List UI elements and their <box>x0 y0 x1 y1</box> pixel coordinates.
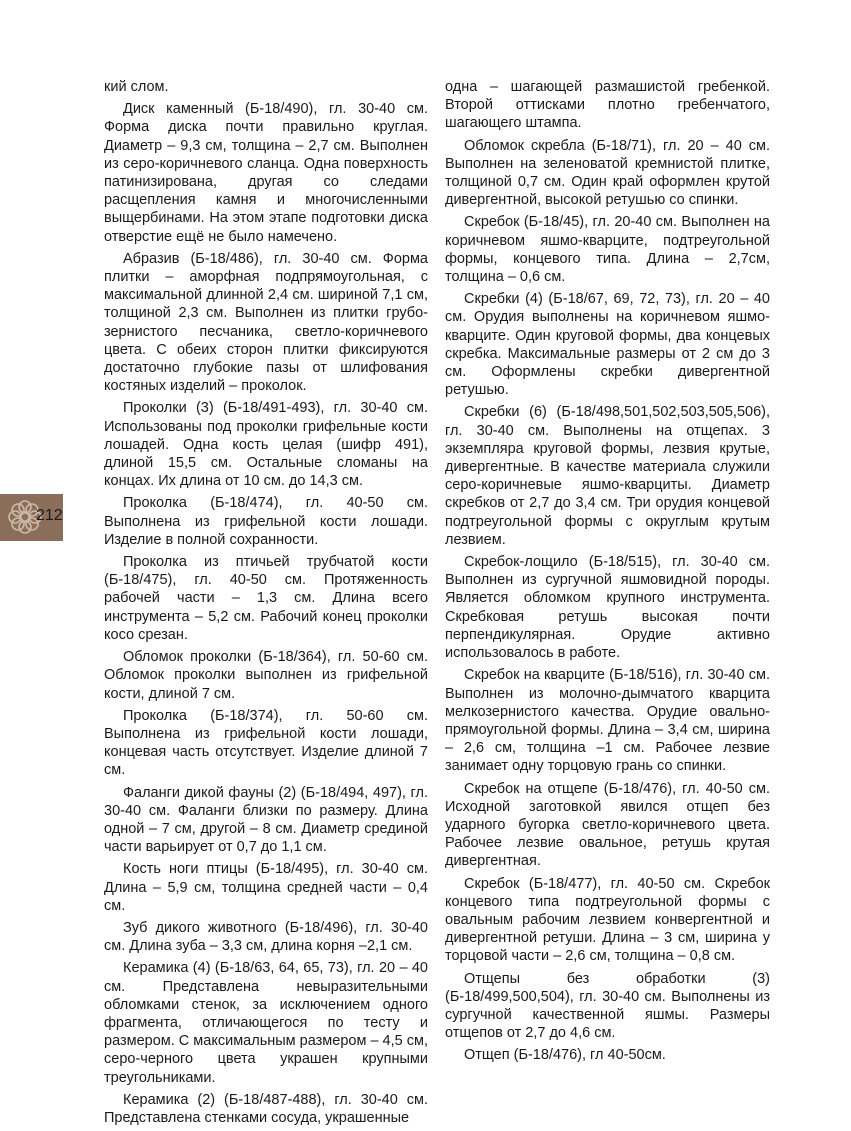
left-text-column <box>104 78 428 1131</box>
paragraph: Скребок (Б-18/45), гл. 20-40 см. Выполнен на коричневом яшмо-кварците, подтреугольной формы, концевого типа. Длина – 2,7см, толщина – 0,6 см. <box>445 214 770 286</box>
paragraph: Зуб дикого животного (Б-18/496), гл. 30-40 см. Длина зуба – 3,3 см, длина корня –2,1 см. <box>104 919 428 955</box>
paragraph: Проколка (Б-18/374), гл. 50-60 см. Выполнена из грифельной кости лошади, концевая часть отсутствует. Изделие длиной 7 см. <box>104 707 428 779</box>
paragraph: Проколки (3) (Б-18/491-493), гл. 30-40 см. Использованы под проколки грифельные кости лошадей. Одна кость целая (шифр 491), длиной 15,5 см. Остальные сломаны на концах. Их длина от 10 см. до 14,3 см. <box>104 400 428 490</box>
paragraph: Отщеп (Б-18/476), гл 40-50см. <box>464 1047 666 1064</box>
paragraph: Скребок на отщепе (Б-18/476), гл. 40-50 см. Исходной заготовкой явился отщеп без ударного бугорка светло-коричневого цвета. Рабочее лезвие овальное, ретушь крутая дивергентная. <box>445 780 770 870</box>
paragraph: Абразив (Б-18/486), гл. 30-40 см. Форма плитки – аморфная подпрямоугольная, с максимальной длинной 2,4 см. шириной 7,1 см, толщиной 2,3 см. Выполнен из плитки грубо-зернистого песчаника, светло-коричневого цвета. С обеих сторон плитки фиксируются достаточно глубокие пазы от шлифования костяных изделий – проколок. <box>104 250 428 395</box>
paragraph: Проколка из птичьей трубчатой кости (Б-18/475), гл. 40-50 см. Протяженность рабочей части – 1,3 см. Длина всего инструмента – 5,2 см. Рабочий конец проколки косо срезан. <box>104 554 428 643</box>
paragraph: Керамика (4) (Б-18/63, 64, 65, 73), гл. 20 – 40 см. Представлена невыразительными обломками стенок, за исключением одного фрагмента, отличающегося по тесту и размером. С максимальным размером – 4,5 см, серо-черного цвета украшен крупными треугольниками. <box>104 960 428 1086</box>
page-number-tab <box>0 494 63 541</box>
paragraph: Скребок на кварците (Б-18/516), гл. 30-40 см. Выполнен из молочно-дымчатого кварцита мелкозернистого качества. Орудие овально-прямоугольной формы. Длина – 3,4 см, ширина – 2,6 см, толщина –1 см. Рабочее лезвие занимает одну торцовую грань со спинки. <box>445 667 770 775</box>
paragraph: Обломок проколки (Б-18/364), гл. 50-60 см. Обломок проколки выполнен из грифельной кости, длиной 7 см. <box>104 649 428 702</box>
page-number: 212 <box>36 507 63 524</box>
right-text-column <box>445 78 770 1069</box>
paragraph: Скребок-лощило (Б-18/515), гл. 30-40 см. Выполнен из сургучной яшмовидной породы. Является обломком крупного инструмента. Скребковая ретушь высокая почти перпендикулярная. Орудие активно использовалось в работе. <box>445 554 770 662</box>
paragraph: Кость ноги птицы (Б-18/495), гл. 30-40 см. Длина – 5,9 см, толщина средней части – 0,4 см. <box>104 861 428 914</box>
paragraph: кий слом. <box>104 79 169 95</box>
paragraph: Диск каменный (Б-18/490), гл. 30-40 см. Форма диска почти правильно круглая. Диаметр – 9,3 см, толщина – 2,7 см. Выполнен из серо-коричневого сланца. Одна поверхность патинизирована, другая со следами расщепления камня и многочисленными выщербинами. На этом этапе подготовки диска отверстие ещё не было намечено. <box>104 101 428 245</box>
paragraph: Скребки (6) (Б-18/498,501,502,503,505,506), гл. 30-40 см. Выполнены на отщепах. 3 экземпляра круговой формы, лезвия крутые, дивергентные. В качестве материала служили серо-коричневые яшмо-кварциты. Диаметр скребков от 2,7 до 3,4 см. Три орудия концевой подтреугольной формы с округлым крутым лезвием. <box>445 404 770 548</box>
paragraph: Фаланги дикой фауны (2) (Б-18/494, 497), гл. 30-40 см. Фаланги близки по размеру. Длина одной – 7 см, другой – 8 см. Диаметр срединой части варьирует от 0,7 до 1,1 см. <box>104 784 428 856</box>
paragraph: Обломок скребла (Б-18/71), гл. 20 – 40 см. Выполнен на зеленоватой кремнистой плитке, толщиной 0,7 см. Один край оформлен крутой дивергентной, высокой ретушью со спинки. <box>445 137 770 209</box>
paragraph: Отщепы без обработки (3) (Б-18/499,500,504), гл. 30-40 см. Выполнены из сургучной качественной яшмы. Размеры отщепов от 2,7 до 4,6 см. <box>445 970 770 1042</box>
paragraph: Скребок (Б-18/477), гл. 40-50 см. Скребок концевого типа подтреугольной формы с овальным рабочим лезвием конвергентной и дивергентной ретуши. Длина – 3 см, ширина у торцовой части – 2,6 см, толщина – 0,8 см. <box>445 875 770 965</box>
paragraph: Керамика (2) (Б-18/487-488), гл. 30-40 см. Представлена стенками сосуда, украшенные <box>104 1091 428 1126</box>
paragraph: одна – шагающей размашистой гребенкой. Второй оттисками плотно гребенчатого, шагающего штампа. <box>445 79 770 132</box>
paragraph: Проколка (Б-18/474), гл. 40-50 см. Выполнена из грифельной кости лошади. Изделие в полной сохранности. <box>104 495 428 548</box>
paragraph: Скребки (4) (Б-18/67, 69, 72, 73), гл. 20 – 40 см. Орудия выполнены на коричневом яшмо-кварците. Один круговой формы, два концевых скребка. Максимальные размеры от 2 см до 3 см. Оформлены скребки дивергентной ретушью. <box>445 291 770 399</box>
